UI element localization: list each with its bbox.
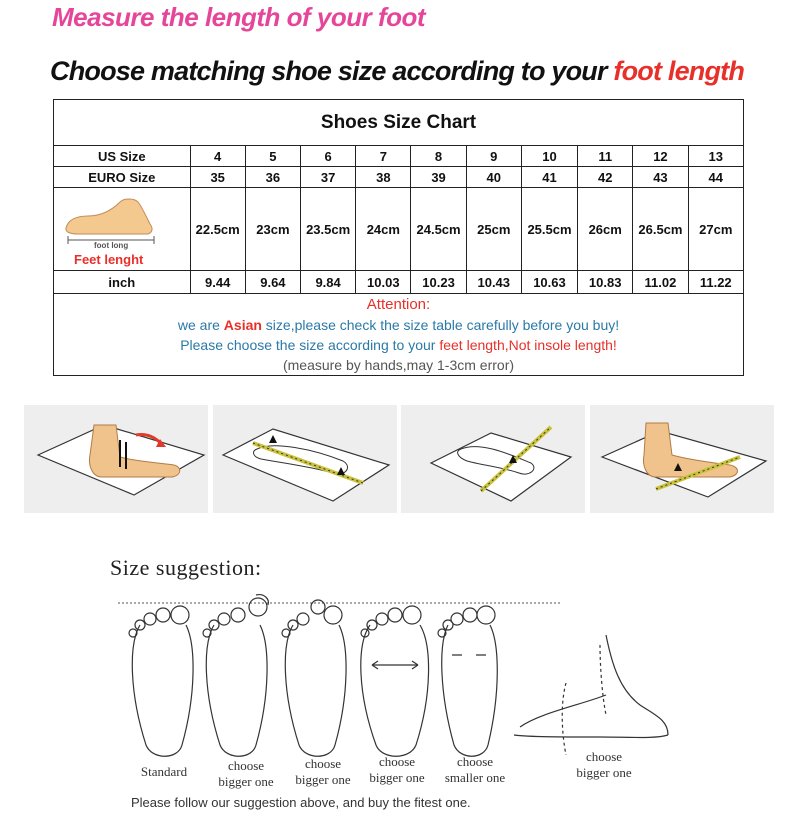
euro-size-cell: 41: [521, 167, 577, 188]
feet-length-cell: 27cm: [688, 188, 743, 271]
us-size-row: [54, 146, 744, 167]
size-suggestion-title: Size suggestion:: [110, 555, 262, 580]
euro-size-cell: 40: [466, 167, 521, 188]
caption-line: choose: [585, 749, 623, 764]
wide-foot-icon: [361, 606, 429, 756]
us-size-cell: 9: [466, 146, 521, 167]
long-second-toe-foot-icon: [282, 600, 346, 756]
measure-step-4-image: [590, 405, 774, 513]
suggestion-caption-5: [436, 754, 514, 786]
suggestion-caption-3: [288, 756, 358, 788]
inch-cell: 11.22: [688, 271, 743, 294]
us-size-cell: 13: [688, 146, 743, 167]
caption-line: choose: [378, 754, 416, 769]
attention-asian: Asian: [223, 317, 262, 333]
feet-length-cell: 25cm: [466, 188, 521, 271]
euro-size-cell: 43: [633, 167, 688, 188]
standard-foot-icon: [129, 606, 193, 756]
inch-cell: 9.64: [245, 271, 300, 294]
feet-length-row: [54, 188, 744, 271]
us-size-cell: 6: [301, 146, 356, 167]
attention-line-1: [54, 315, 743, 335]
suggestion-caption-6: [566, 749, 642, 781]
euro-size-cell: 37: [301, 167, 356, 188]
caption-line: smaller one: [444, 770, 506, 785]
suggestion-footnote: Please follow our suggestion above, and buy the fitest one.: [131, 795, 471, 810]
heel-against-wall-icon: [24, 405, 208, 513]
foot-diagram-icon: [54, 190, 188, 250]
measure-tracing-icon: [401, 405, 585, 513]
narrow-foot-icon: [438, 606, 497, 756]
high-arch-foot-icon: [514, 635, 668, 755]
inch-cell: 9.44: [190, 271, 245, 294]
chart-title: Shoes Size Chart: [54, 100, 744, 146]
euro-size-cell: 36: [245, 167, 300, 188]
feet-length-cell: 26cm: [578, 188, 633, 271]
feet-length-cell: 24cm: [356, 188, 411, 271]
page-subtitle: [50, 56, 744, 87]
us-size-cell: 11: [578, 146, 633, 167]
foot-shape: [66, 199, 152, 234]
attention-heading: Attention:: [366, 296, 431, 313]
inch-cell: 10.83: [578, 271, 633, 294]
attention-line-2: [54, 335, 743, 355]
attention-box: [54, 294, 744, 376]
feet-length-label: Feet lenght: [74, 252, 144, 267]
foot-long-caption: foot long: [94, 241, 129, 250]
caption-line: choose: [227, 758, 265, 773]
suggestion-caption-2: [206, 758, 286, 790]
us-size-label: US Size: [54, 146, 191, 167]
measure-step-3-image: [401, 405, 585, 513]
euro-size-cell: 39: [411, 167, 466, 188]
attention-text: we are: [177, 317, 224, 333]
page-title: Measure the length of your foot: [52, 2, 426, 32]
euro-size-row: [54, 167, 744, 188]
long-big-toe-foot-icon: [203, 595, 268, 757]
ruler-length-icon: [590, 405, 774, 513]
subtitle-highlight: foot length: [613, 56, 745, 86]
suggestion-caption-standard: [127, 764, 201, 780]
feet-length-cell: 23cm: [245, 188, 300, 271]
feet-length-cell: 26.5cm: [633, 188, 688, 271]
measure-step-2-image: [213, 405, 397, 513]
us-size-cell: 12: [633, 146, 688, 167]
inch-label: inch: [54, 271, 191, 294]
subtitle-text: Choose matching shoe size according to your: [50, 56, 614, 86]
attention-line-3: (measure by hands,may 1-3cm error): [282, 357, 515, 373]
size-chart-table: [53, 99, 744, 376]
feet-length-cell: 24.5cm: [411, 188, 466, 271]
euro-size-cell: 35: [190, 167, 245, 188]
inch-cell: 10.43: [466, 271, 521, 294]
attention-red: feet length,Not insole length!: [439, 337, 617, 353]
caption-line: choose: [304, 756, 342, 771]
euro-size-label: EURO Size: [54, 167, 191, 188]
us-size-cell: 7: [356, 146, 411, 167]
inch-cell: 10.23: [411, 271, 466, 294]
inch-cell: 9.84: [301, 271, 356, 294]
us-size-cell: 8: [411, 146, 466, 167]
us-size-cell: 5: [245, 146, 300, 167]
caption-line: Standard: [140, 764, 188, 779]
feet-length-cell: 22.5cm: [190, 188, 245, 271]
measure-step-1-image: [24, 405, 208, 513]
attention-text: size,please check the size table carefully before you buy!: [261, 317, 620, 333]
suggestion-caption-4: [362, 754, 432, 786]
caption-line: choose: [456, 754, 494, 769]
inch-row: [54, 271, 744, 294]
feet-length-label-cell: [54, 188, 191, 271]
euro-size-cell: 44: [688, 167, 743, 188]
inch-cell: 11.02: [633, 271, 688, 294]
attention-text: Please choose the size according to your: [180, 337, 440, 353]
caption-line: bigger one: [369, 770, 425, 785]
us-size-cell: 10: [521, 146, 577, 167]
feet-length-cell: 23.5cm: [301, 188, 356, 271]
euro-size-cell: 42: [578, 167, 633, 188]
caption-line: bigger one: [218, 774, 274, 789]
caption-line: bigger one: [576, 765, 632, 780]
caption-line: bigger one: [295, 772, 351, 787]
inch-cell: 10.63: [521, 271, 577, 294]
inch-cell: 10.03: [356, 271, 411, 294]
feet-length-cell: 25.5cm: [521, 188, 577, 271]
trace-foot-icon: [213, 405, 397, 513]
us-size-cell: 4: [190, 146, 245, 167]
euro-size-cell: 38: [356, 167, 411, 188]
